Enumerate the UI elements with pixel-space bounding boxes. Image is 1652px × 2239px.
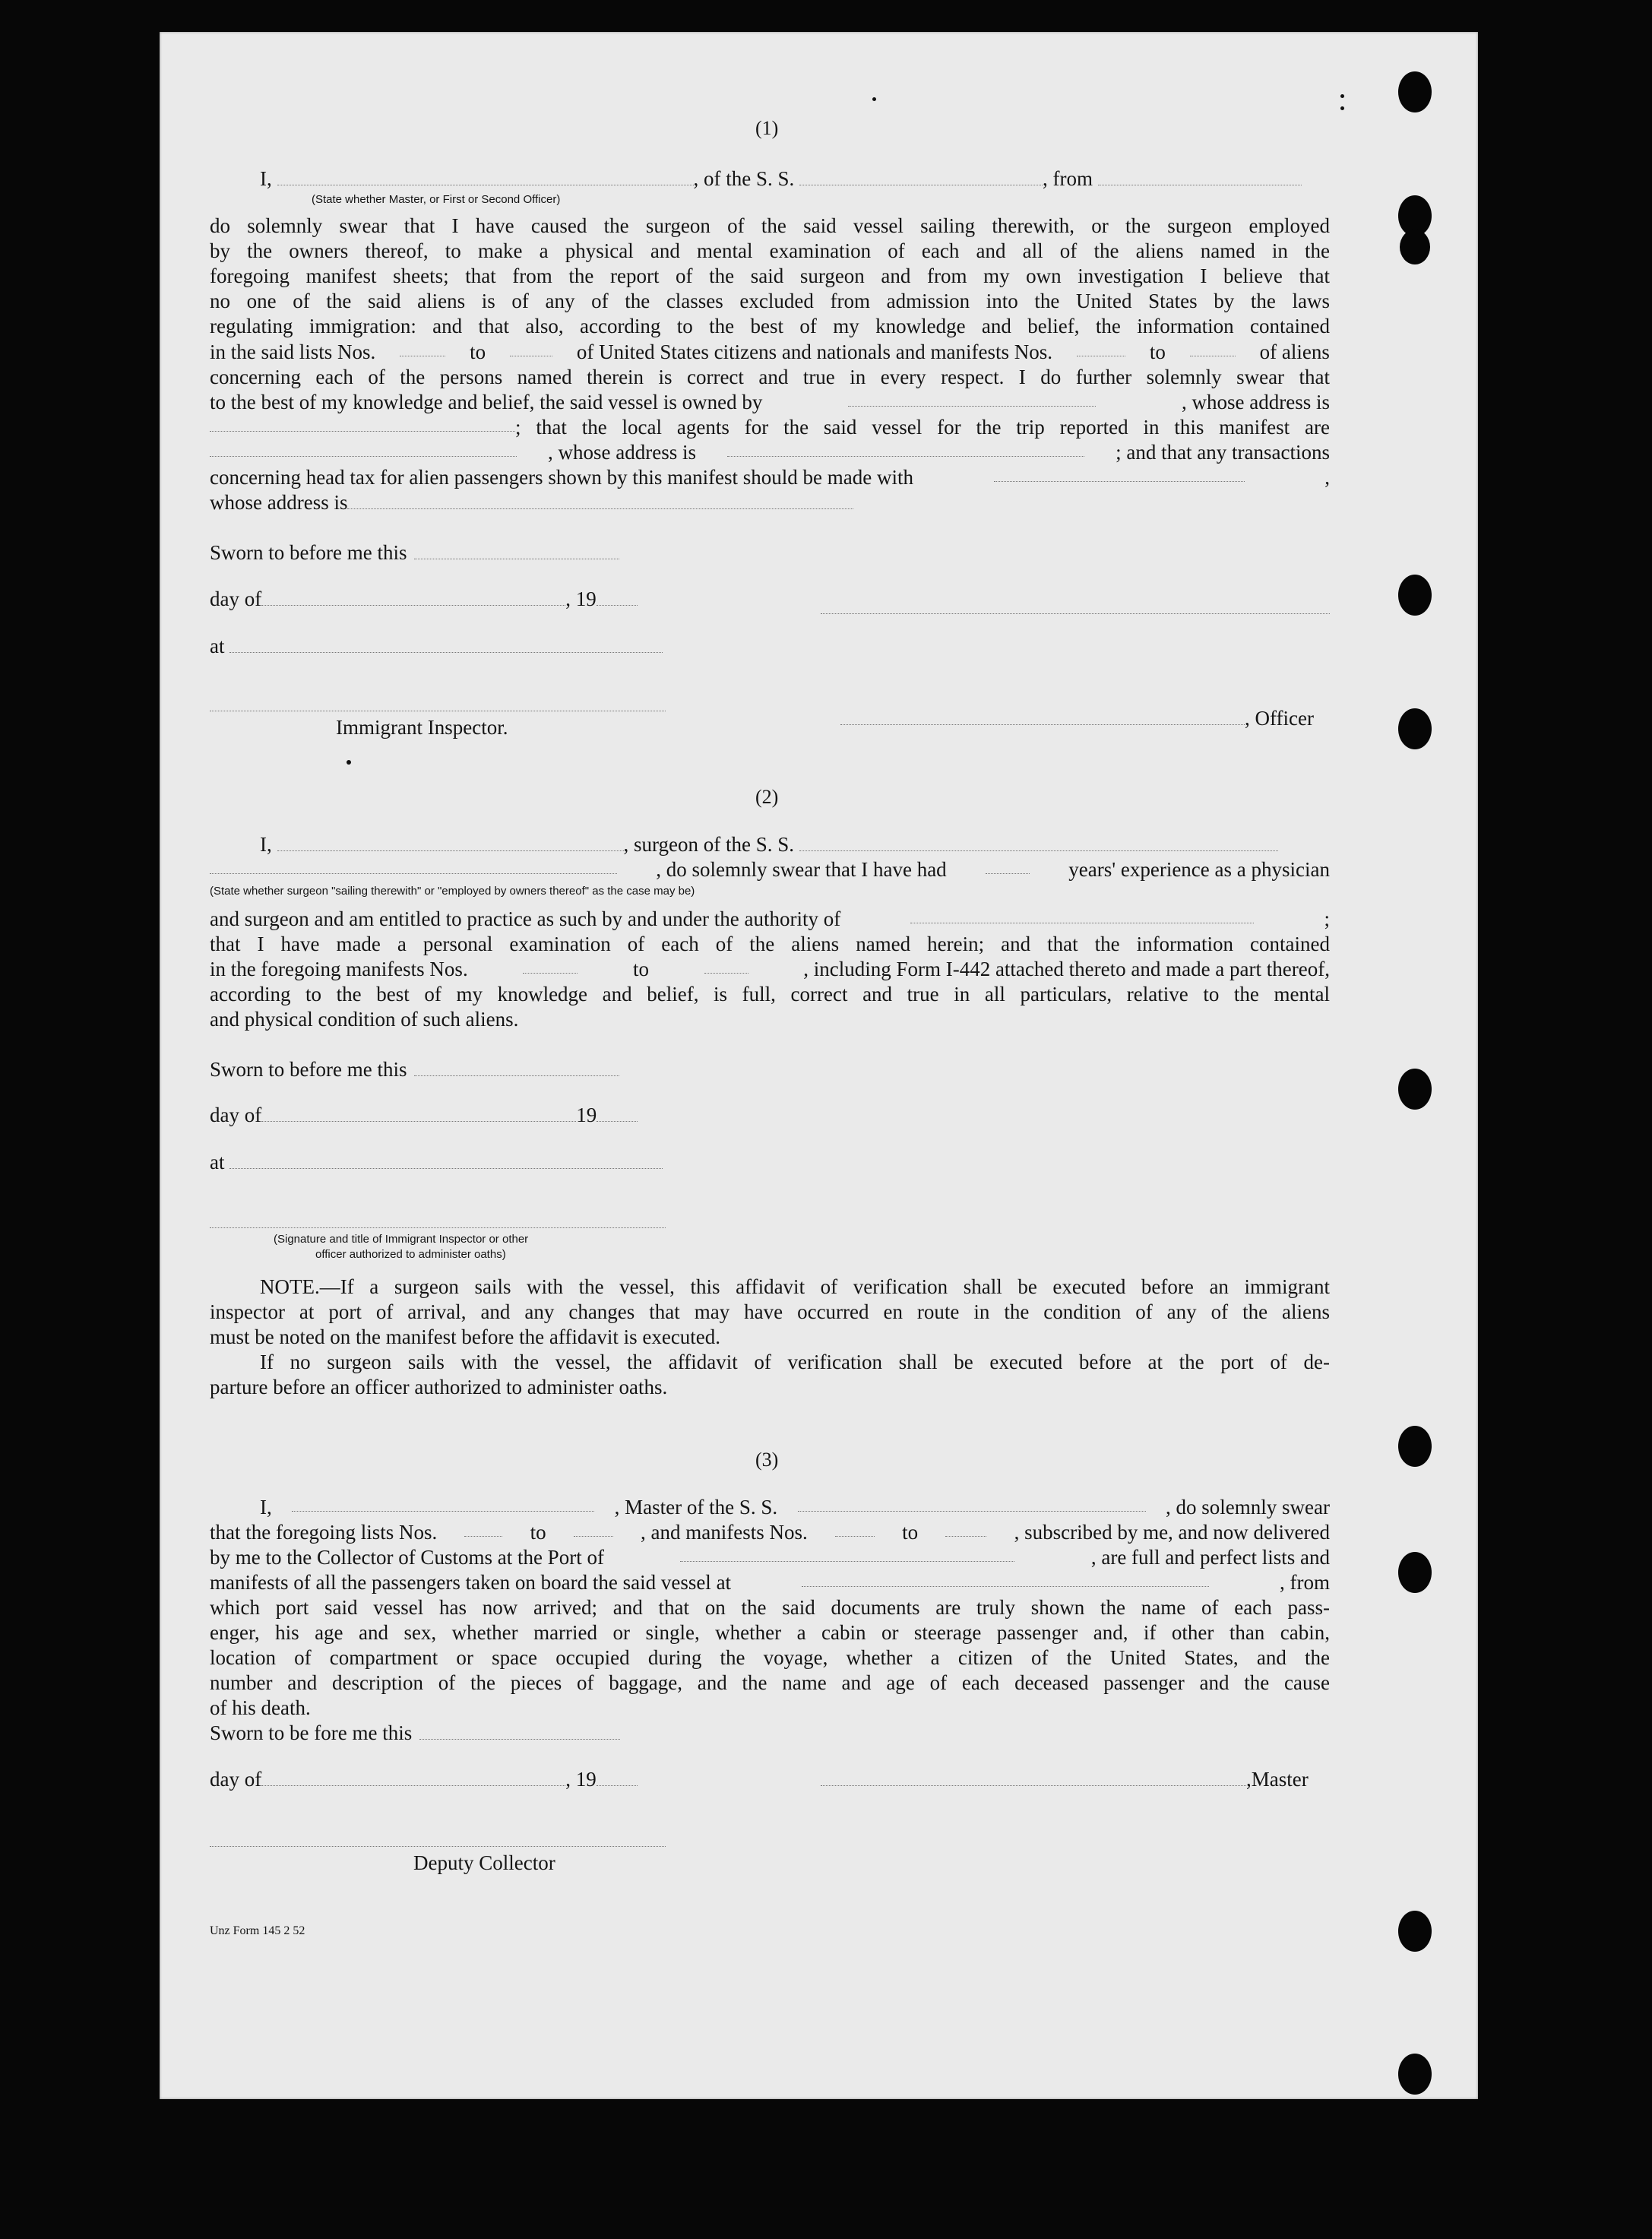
s1-i: I,: [260, 167, 272, 190]
s1-day-text: day of: [210, 587, 262, 610]
binder-hole: [1400, 230, 1430, 264]
s1-signature-line[interactable]: [821, 613, 1330, 614]
s2-swear: , do solemnly swear that I have had: [656, 858, 947, 881]
s2-year-field[interactable]: [597, 1104, 638, 1122]
s1-inspector: Immigrant Inspector.: [336, 716, 508, 739]
manifest-from-field[interactable]: [1077, 339, 1125, 356]
s1-line-12: [210, 414, 1330, 440]
s1-year-field[interactable]: [597, 588, 638, 606]
s3-year-prefix: , 19: [565, 1768, 597, 1791]
s3-para-line: of his death.: [210, 1696, 311, 1719]
s1-para-line: foregoing manifest sheets; that from the report of the said surgeon and from my own investigation I believe that: [210, 264, 1330, 287]
vessel-name-field[interactable]: [799, 168, 1043, 185]
speck: [1340, 94, 1344, 98]
s1-local-agents: ; that the local agents for the said vessel for the trip reported in this manifest are: [515, 416, 1330, 439]
s2-years: years' experience as a physician: [1068, 858, 1330, 881]
master-name-field[interactable]: [292, 1494, 594, 1512]
s3-collector-signature-line[interactable]: [210, 1845, 666, 1847]
s3-manifest-from-field[interactable]: [835, 1519, 875, 1537]
note-line: parture before an officer authorized to administer oaths.: [210, 1376, 668, 1398]
s1-line-1: [260, 166, 1302, 192]
s2-surgeon-note: (State whether surgeon "sailing therewith" or "employed by owners thereof" as the case may be): [210, 885, 695, 898]
s2-sworn-text: Sworn to before me this: [210, 1058, 407, 1081]
s1-head-tax: concerning head tax for alien passengers shown by this manifest should be made with: [210, 466, 914, 489]
binder-hole: [1398, 708, 1432, 749]
speck: [1340, 106, 1344, 110]
head-tax-field[interactable]: [994, 464, 1245, 482]
s1-officer-text: , Officer: [1245, 707, 1314, 730]
s2-sworn-day-field[interactable]: [414, 1059, 619, 1076]
s3-lists-to-field[interactable]: [574, 1519, 613, 1537]
s1-at-field[interactable]: [229, 635, 663, 653]
owner-field[interactable]: [848, 389, 1096, 407]
surgeon-status-field[interactable]: [210, 857, 617, 874]
s3-to-2: to: [902, 1521, 919, 1544]
s1-inspector-signature-line[interactable]: [210, 710, 666, 711]
s2-line-2: [210, 857, 1330, 882]
s2-at-field[interactable]: [229, 1151, 663, 1169]
s3-para-line: location of compartment or space occupied during the voyage, whether a citizen of the United States, and the: [210, 1646, 1330, 1669]
s2-para-line: according to the best of my knowledge and belief, is full, correct and true in all particulars, relative to the mental: [210, 983, 1330, 1005]
s1-officer-field[interactable]: [840, 708, 1245, 725]
s3-para-line: number and description of the pieces of baggage, and the name and age of each deceased passenger and the cause: [210, 1671, 1330, 1694]
s3-lists-nos: that the foregoing lists Nos.: [210, 1521, 438, 1544]
s1-whose-address-3: whose address is: [210, 491, 348, 514]
s1-line-11: [210, 389, 1330, 415]
s1-officer-note: (State whether Master, or First or Second Officer): [312, 193, 561, 206]
s2-day-of: [210, 1102, 638, 1128]
s1-para-line: do solemnly swear that I have caused the surgeon of the said vessel sailing therewith, or the surgeon employed: [210, 214, 1330, 237]
s2-surgeon-of: , surgeon of the S. S.: [623, 833, 795, 856]
s3-day-of: [210, 1766, 638, 1792]
years-field[interactable]: [986, 857, 1030, 874]
binder-hole: [1398, 1911, 1432, 1952]
s3-master-of: , Master of the S. S.: [614, 1496, 778, 1519]
s1-at: [210, 633, 663, 659]
s1-sworn: [210, 540, 619, 565]
s2-line-1: [260, 831, 1278, 857]
s3-line-3: [210, 1544, 1330, 1570]
s2-manifest-from-field[interactable]: [523, 956, 578, 974]
s3-manifests-nos: , and manifests Nos.: [641, 1521, 808, 1544]
manifest-to-field[interactable]: [1190, 339, 1236, 356]
s1-para-line: concerning each of the persons named therein is correct and true in every respect. I do further solemnly swear that: [210, 366, 1330, 388]
s3-sworn: [210, 1720, 1330, 1746]
note-line: must be noted on the manifest before the affidavit is executed.: [210, 1325, 721, 1348]
s1-transactions: ; and that any transactions: [1116, 441, 1330, 464]
section-2-heading: (2): [755, 786, 779, 808]
s3-para-line: which port said vessel has now arrived; and that on the said documents are truly shown the name of each pass-: [210, 1596, 1330, 1619]
s1-para-line: by the owners thereof, to make a physical and mental examination of each and all of the aliens named in the: [210, 239, 1330, 262]
binder-hole: [1398, 1069, 1432, 1110]
s1-month-field[interactable]: [261, 588, 565, 606]
agents-field[interactable]: [210, 439, 517, 457]
s2-month-field[interactable]: [261, 1104, 576, 1122]
s3-taken-on-board: manifests of all the passengers taken on board the said vessel at: [210, 1571, 732, 1594]
s1-line-9: [210, 339, 1330, 365]
s3-full-lists: , are full and perfect lists and: [1090, 1546, 1330, 1569]
s2-form-i442: , including Form I-442 attached thereto and made a part thereof,: [803, 958, 1330, 980]
s3-port-field[interactable]: [680, 1544, 1014, 1562]
s1-whose-address-2: , whose address is: [548, 441, 697, 464]
surgeon-name-field[interactable]: [277, 834, 624, 851]
s1-comma: ,: [1324, 466, 1330, 489]
s2-sig-caption-1: (Signature and title of Immigrant Inspector or other: [274, 1233, 529, 1246]
s1-from: , from: [1043, 167, 1093, 190]
s3-swear: , do solemnly swear: [1165, 1496, 1330, 1519]
form-page: [160, 32, 1478, 2099]
binder-hole: [1398, 575, 1432, 616]
s3-vessel-field[interactable]: [798, 1494, 1146, 1512]
s1-citizens: of United States citizens and nationals and manifests Nos.: [576, 340, 1053, 363]
binder-hole: [1398, 1552, 1432, 1593]
section-3-heading: (3): [755, 1449, 779, 1471]
authority-field[interactable]: [910, 906, 1254, 923]
s3-line-2: [210, 1519, 1330, 1545]
s3-year-field[interactable]: [597, 1769, 638, 1786]
s2-i: I,: [260, 833, 272, 856]
s2-at: [210, 1149, 663, 1175]
binder-hole: [1398, 71, 1432, 112]
note-line: inspector at port of arrival, and any changes that may have occurred en route in the condition of any of the aliens: [210, 1300, 1330, 1323]
s2-para-line: that I have made a personal examination of each of the aliens named herein; and that the information contained: [210, 933, 1330, 955]
s3-to: to: [530, 1521, 546, 1544]
s3-from: , from: [1280, 1571, 1330, 1594]
s2-line-3: [210, 906, 1330, 932]
port-from-field[interactable]: [1098, 168, 1302, 185]
s3-month-field[interactable]: [261, 1769, 565, 1786]
s1-to: to: [470, 340, 486, 363]
s3-para-line: enger, his age and sex, whether married or single, whether a cabin or steerage passenger and, if other than cabin,: [210, 1621, 1330, 1644]
s3-lists-from-field[interactable]: [464, 1519, 502, 1537]
s3-master-text: ,Master: [1246, 1768, 1309, 1791]
lists-from-field[interactable]: [400, 339, 445, 356]
s3-port-taken-field[interactable]: [802, 1569, 1209, 1587]
s1-sworn-text: Sworn to before me this: [210, 541, 407, 564]
binder-hole: [1398, 2054, 1432, 2095]
owner-address-field[interactable]: [210, 414, 515, 432]
s3-day-text: day of: [210, 1768, 262, 1791]
s1-lists-nos: in the said lists Nos.: [210, 340, 376, 363]
s2-day-text: day of: [210, 1104, 262, 1126]
section-1-heading: (1): [755, 117, 779, 139]
speck: [347, 760, 351, 765]
s1-owned-by: to the best of my knowledge and belief, the said vessel is owned by: [210, 391, 763, 413]
s3-sworn-day-field[interactable]: [419, 1722, 620, 1740]
form-id: Unz Form 145 2 52: [210, 1924, 305, 1937]
s1-para-line: regulating immigration: and that also, according to the best of my knowledge and belief, the information contained: [210, 315, 1330, 337]
agents-address-field[interactable]: [727, 439, 1084, 457]
s1-sworn-day-field[interactable]: [414, 542, 619, 559]
s1-line-13: [210, 439, 1330, 465]
binder-hole: [1398, 1426, 1432, 1467]
s1-of-aliens: of aliens: [1259, 340, 1330, 363]
s3-i: I,: [260, 1496, 272, 1519]
s2-manifests-nos: in the foregoing manifests Nos.: [210, 958, 468, 980]
s2-line-5: [210, 956, 1330, 982]
s2-to: to: [632, 958, 649, 980]
s1-whose-address: , whose address is: [1182, 391, 1330, 413]
lists-to-field[interactable]: [510, 339, 552, 356]
speck: [872, 97, 876, 101]
s2-sworn: [210, 1056, 619, 1082]
s3-master-line: [821, 1766, 1309, 1792]
s1-year-prefix: , 19: [565, 587, 597, 610]
s2-year-prefix: 19: [576, 1104, 597, 1126]
s2-authority: and surgeon and am entitled to practice as such by and under the authority of: [210, 907, 841, 930]
s3-deputy: Deputy Collector: [413, 1851, 555, 1874]
officer-name-field[interactable]: [277, 168, 694, 185]
s2-manifest-to-field[interactable]: [704, 956, 748, 974]
s2-inspector-signature-line[interactable]: [210, 1227, 666, 1228]
note-line: If no surgeon sails with the vessel, the affidavit of verification shall be executed before at the port of de-: [260, 1351, 1330, 1373]
s3-line-4: [210, 1569, 1330, 1595]
s2-at-text: at: [210, 1151, 225, 1173]
s1-line-14: [210, 464, 1330, 490]
s2-vessel-field[interactable]: [799, 834, 1278, 851]
s1-of-ss: , of the S. S.: [693, 167, 795, 190]
s1-line-15: [210, 489, 1330, 515]
s3-master-signature-field[interactable]: [821, 1769, 1246, 1786]
note-line: NOTE.—If a surgeon sails with the vessel, this affidavit of verification shall be executed before an immigrant: [260, 1275, 1330, 1298]
s1-para-line: no one of the said aliens is of any of the classes excluded from admission into the United States by the laws: [210, 290, 1330, 312]
s2-para-line: and physical condition of such aliens.: [210, 1008, 519, 1031]
s1-to-2: to: [1149, 340, 1166, 363]
s3-sworn-text: Sworn to be fore me this: [210, 1721, 413, 1744]
head-tax-address-field[interactable]: [347, 492, 853, 509]
s2-sig-caption-2: officer authorized to administer oaths): [315, 1248, 506, 1261]
s2-semicolon: ;: [1324, 907, 1330, 930]
s1-officer-line: [840, 705, 1314, 731]
s1-at-text: at: [210, 635, 225, 657]
s3-manifest-to-field[interactable]: [945, 1519, 986, 1537]
s3-line-1: [260, 1494, 1330, 1520]
s1-day-of: [210, 586, 638, 612]
s3-port-of: by me to the Collector of Customs at the Port of: [210, 1546, 604, 1569]
s3-subscribed: , subscribed by me, and now delivered: [1014, 1521, 1330, 1544]
